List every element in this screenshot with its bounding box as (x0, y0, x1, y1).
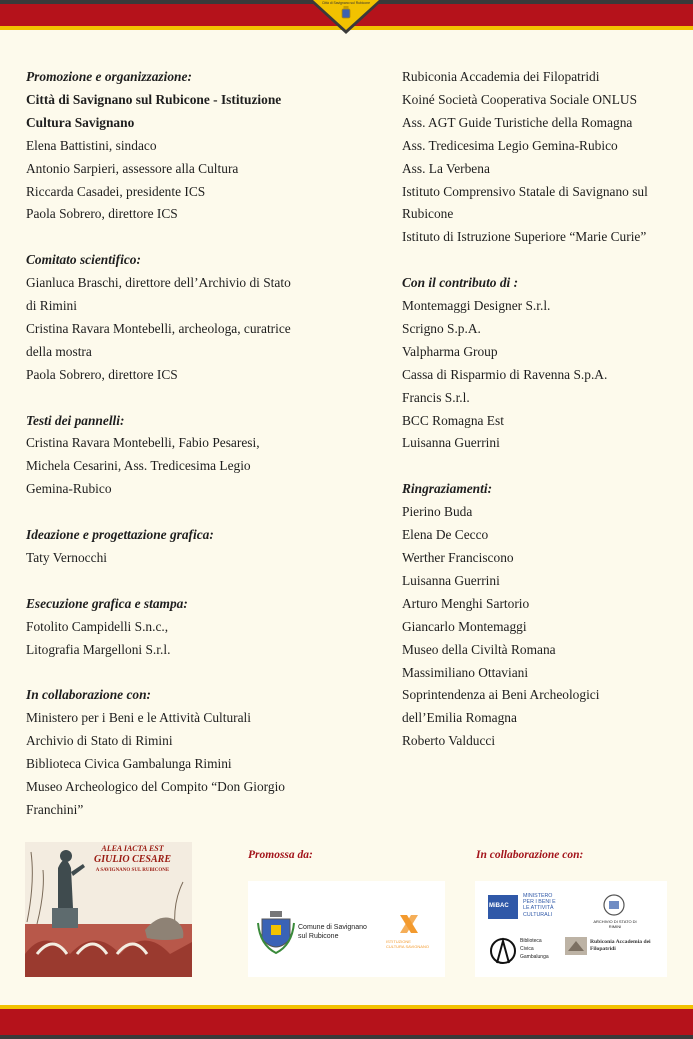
poster-line-2: GIULIO CESARE (94, 854, 171, 865)
credits-section (26, 66, 326, 226)
crest-caption: Città di Savignano sul Rubicone (321, 1, 371, 5)
credit-line: della mostra (26, 343, 92, 359)
credit-line: Ass. AGT Guide Turistiche della Romagna (402, 114, 633, 130)
biblioteca-name: Biblioteca Civica Gambalunga (520, 938, 549, 960)
credit-line: Archivio di Stato di Rimini (26, 733, 173, 749)
credits-section (26, 524, 326, 570)
credit-line: Massimiliano Ottaviani (402, 664, 529, 680)
credit-line: Museo Archeologico del Compito “Don Giorgio (26, 779, 285, 795)
credit-line: Taty Vernocchi (26, 549, 107, 565)
credit-line: Istituto di Istruzione Superiore “Marie Curie” (402, 229, 647, 245)
credit-line: di Rimini (26, 298, 77, 314)
credit-line: Elena De Cecco (402, 527, 489, 543)
credit-line: Cassa di Risparmio di Ravenna S.p.A. (402, 366, 608, 382)
comune-crest-icon (256, 909, 296, 959)
rubiconia-name: Rubiconia Accademia dei Filopatridi (590, 939, 651, 952)
credit-line: Werther Franciscono (402, 550, 514, 565)
credit-line: Koiné Società Cooperativa Sociale ONLUS (402, 91, 638, 107)
credit-line: Cultura Savignano (26, 114, 135, 130)
credit-line: Biblioteca Civica Gambalunga Rimini (26, 756, 232, 772)
bottom-dark-band (0, 1035, 693, 1039)
credit-line: Ministero per i Beni e le Attività Culturali (26, 710, 251, 726)
credits-left-column (26, 66, 326, 845)
credit-line: Pierino Buda (402, 504, 473, 520)
credit-line: Cristina Ravara Montebelli, Fabio Pesaresi, (26, 435, 260, 451)
archivio-emblem-icon (601, 893, 627, 917)
credit-line: Antonio Sarpieri, assessore alla Cultura (26, 160, 239, 176)
rubiconia-emblem-icon (565, 937, 587, 955)
credit-line: Rubiconia Accademia dei Filopatridi (402, 69, 600, 84)
credit-line: Francis S.r.l. (402, 389, 470, 405)
section-heading: Ideazione e progettazione grafica: (26, 527, 214, 543)
credit-line: Giancarlo Montemaggi (402, 618, 527, 634)
poster-line-3: A SAVIGNANO SUL RUBICONE (95, 868, 170, 873)
istituzione-name: CULTURA SAVIGNANO (386, 944, 429, 949)
credit-line: Litografia Margelloni S.r.l. (26, 641, 171, 657)
credit-line: Arturo Menghi Sartorio (402, 595, 530, 611)
section-heading: Esecuzione grafica e stampa: (26, 595, 188, 611)
credit-line: Rubicone (402, 206, 454, 222)
section-heading: Promozione e organizzazione: (26, 69, 192, 84)
credit-line: Paola Sobrero, direttore ICS (26, 206, 178, 222)
credit-line: Museo della Civiltà Romana (402, 641, 556, 657)
promossa-logo-box (248, 881, 445, 977)
credit-line: Roberto Valducci (402, 733, 496, 749)
istituzione-logo-icon (398, 913, 420, 935)
credit-line: Soprintendenza ai Beni Archeologici (402, 687, 600, 703)
credit-line: BCC Romagna Est (402, 412, 504, 428)
credits-section (402, 66, 672, 249)
section-heading: Comitato scientifico: (26, 252, 141, 268)
credit-line: Paola Sobrero, direttore ICS (26, 366, 178, 382)
credits-right-column (402, 66, 672, 776)
credit-line: Scrigno S.p.A. (402, 320, 481, 336)
bottom-red-band (0, 1009, 693, 1035)
credit-line: Riccarda Casadei, presidente ICS (26, 183, 206, 199)
credit-line: Istituto Comprensivo Statale di Savignano sul (402, 183, 648, 199)
collaborazione-logo-box (475, 881, 667, 977)
credit-line: Città di Savignano sul Rubicone - Istituzione (26, 91, 282, 107)
ministero-name: MINISTERO PER I BENI E LE ATTIVITÀ CULTURALI (523, 893, 556, 918)
istituzione-prefix: ISTITUZIONE (386, 939, 411, 944)
poster-line-1: ALEA IACTA EST (101, 844, 164, 853)
credit-line: Ass. La Verbena (402, 160, 490, 176)
collaborazione-heading: In collaborazione con: (476, 849, 584, 861)
credits-section (402, 478, 672, 753)
credit-line: Valpharma Group (402, 343, 498, 359)
section-heading: In collaborazione con: (26, 687, 151, 703)
credit-line: dell’Emilia Romagna (402, 710, 517, 726)
promossa-heading: Promossa da: (248, 849, 313, 861)
comune-name: Comune di Savignano sul Rubicone (298, 924, 367, 940)
crest-badge (309, 0, 383, 34)
section-heading: Ringraziamenti: (402, 481, 493, 497)
credit-line: Fotolito Campidelli S.n.c., (26, 618, 169, 634)
exhibition-poster (25, 842, 192, 977)
credit-line: Gianluca Braschi, direttore dell’Archivio di Stato (26, 275, 291, 291)
credit-line: Franchini” (26, 801, 84, 817)
archivio-name: ARCHIVIO DI STATO DI RIMINI (593, 919, 637, 929)
credit-line: Elena Battistini, sindaco (26, 137, 157, 153)
credit-line: Ass. Tredicesima Legio Gemina-Rubico (402, 137, 618, 153)
credits-section (26, 593, 326, 662)
section-heading: Testi dei pannelli: (26, 412, 125, 428)
credits-section (26, 249, 326, 386)
credit-line: Cristina Ravara Montebelli, archeologa, curatrice (26, 320, 291, 336)
credits-section (26, 684, 326, 821)
credit-line: Gemina-Rubico (26, 481, 112, 497)
credit-line: Michela Cesarini, Ass. Tredicesima Legio (26, 458, 251, 474)
credit-line: Luisanna Guerrini (402, 435, 500, 451)
credit-line: Luisanna Guerrini (402, 572, 500, 588)
credit-line: Montemaggi Designer S.r.l. (402, 298, 551, 314)
biblioteca-logo-icon (489, 933, 517, 973)
mibac-tag: MiBAC (489, 903, 509, 909)
credits-section (402, 272, 672, 455)
section-heading: Con il contributo di : (402, 275, 519, 291)
credits-section (26, 410, 326, 502)
